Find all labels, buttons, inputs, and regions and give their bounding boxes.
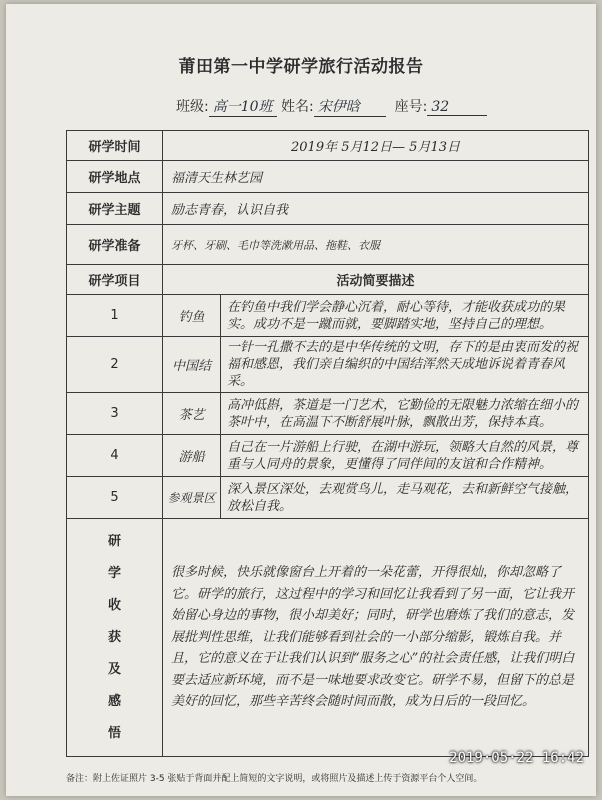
place-label: 研学地点	[67, 161, 163, 193]
time-value: 2019年 5月12日— 5月13日	[163, 131, 589, 161]
project-row	[67, 435, 589, 477]
time-label: 研学时间	[67, 131, 163, 161]
project-desc: 一针一孔撒不去的是中华传统的文明，存下的是由衷而发的祝福和感恩，我们亲自编织的中国结浑然天成地诉说着青春风采。	[221, 337, 589, 393]
project-desc: 自己在一片游船上行驶，在湖中游玩，领略大自然的风景，尊重与人同舟的景象，更懂得了同伴间的友谊和合作精神。	[221, 435, 589, 477]
reflection-label-char: 收	[107, 597, 121, 613]
theme-value: 励志青春，认识自我	[163, 193, 589, 225]
project-header-label: 研学项目	[67, 265, 163, 295]
project-num: 1	[67, 295, 163, 337]
reflection-text: 很多时候，快乐就像窗台上开着的一朵花蕾，开得很灿，你却忽略了它。研学的旅行，这过程中的学习和回忆让我看到了另一面，它让我开始留心身边的事物，很小却美好；同时，研学也磨炼了我们的意志，发展批判性思维，让我们能够看到社会的一小部分缩影，锻炼自我。并且，它的意义在于让我们认识到“服务之心”的社会责任感，让我们明白要去适应新环境，而不是一味地要求改变它。研学不易，但留下的总是美好的回忆，那些辛苦终会随时间而散，成为日后的一段回忆。	[163, 519, 589, 757]
class-value: 高一10班	[209, 96, 277, 117]
project-desc: 深入景区深处，去观赏鸟儿，走马观花，去和新鲜空气接触，放松自我。	[221, 477, 589, 519]
project-header-desc: 活动简要描述	[163, 265, 589, 295]
project-row	[67, 393, 589, 435]
reflection-label-char: 悟	[107, 725, 121, 741]
prep-value: 牙杯、牙刷、毛巾等洗漱用品、拖鞋、衣服	[163, 225, 589, 265]
reflection-label-char: 学	[107, 565, 121, 581]
project-name: 钓鱼	[163, 295, 221, 337]
reflection-row	[67, 519, 589, 757]
name-label: 姓名:	[281, 99, 314, 115]
project-name: 中国结	[163, 337, 221, 393]
report-title: 莆田第一中学研学旅行活动报告	[178, 57, 424, 77]
project-num: 4	[67, 435, 163, 477]
prep-row	[67, 225, 589, 265]
report-sheet	[6, 4, 596, 796]
seat-value: 32	[427, 99, 487, 116]
reflection-label	[67, 519, 163, 757]
seat-label: 座号:	[394, 99, 428, 115]
photo-timestamp: 2019·05·22 16:42	[449, 750, 584, 766]
theme-row	[67, 193, 589, 225]
reflection-label-char: 获	[107, 629, 121, 645]
project-num: 5	[67, 477, 163, 519]
report-table	[66, 130, 589, 757]
project-num: 3	[67, 393, 163, 435]
reflection-label-char: 感	[107, 693, 121, 709]
project-row	[67, 295, 589, 337]
theme-label: 研学主题	[67, 193, 163, 225]
project-desc: 在钓鱼中我们学会静心沉着，耐心等待，才能收获成功的果实。成功不是一蹴而就，要脚踏实地，坚持自己的理想。	[221, 295, 589, 337]
project-num: 2	[67, 337, 163, 393]
student-info	[176, 96, 487, 117]
place-row	[67, 161, 589, 193]
project-desc: 高冲低斟，茶道是一门艺术，它勤俭的无限魅力浓缩在细小的茶叶中，在高温下不断舒展叶脉，飘散出芳，保持本真。	[221, 393, 589, 435]
prep-label: 研学准备	[67, 225, 163, 265]
name-value: 宋伊晗	[314, 96, 386, 117]
project-row	[67, 477, 589, 519]
reflection-label-char: 研	[107, 533, 121, 549]
class-label: 班级:	[176, 99, 209, 115]
reflection-label-char: 及	[107, 661, 121, 677]
project-name: 参观景区	[163, 477, 221, 519]
project-header-row	[67, 265, 589, 295]
place-value: 福清天生林艺园	[163, 161, 589, 193]
project-row	[67, 337, 589, 393]
footer-note: 备注：附上佐证照片 3-5 张贴于背面并配上简短的文字说明，或将照片及描述上传于资源平台个人空间。	[66, 774, 483, 784]
project-name: 游船	[163, 435, 221, 477]
time-row	[67, 131, 589, 161]
project-name: 茶艺	[163, 393, 221, 435]
